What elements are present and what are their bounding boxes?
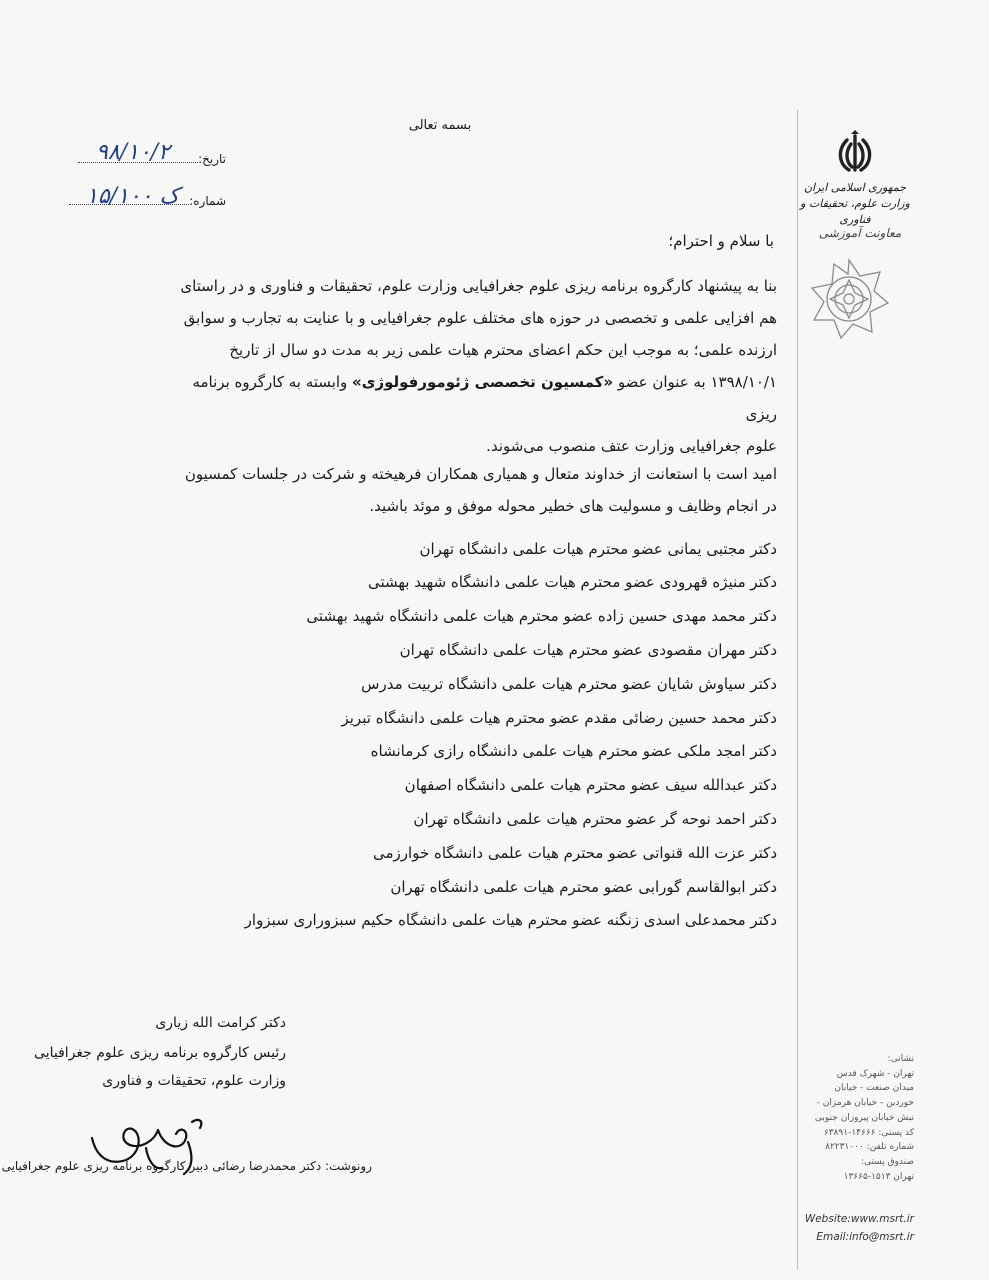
website-link[interactable]: Website:www.msrt.ir [804, 1213, 914, 1225]
address-line: صندوق پستی: [860, 1156, 914, 1167]
member-item: دکتر محمدعلی اسدی زنگنه عضو محترم هیات علمی دانشگاه حکیم سبزوراری سبزوار [244, 911, 777, 929]
member-item: دکتر احمد نوحه گر عضو محترم هیات علمی دانشگاه تهران [413, 810, 777, 828]
member-item: دکتر محمد مهدی حسین زاده عضو محترم هیات علمی دانشگاه شهید بهشتی [306, 607, 777, 625]
cc-line: رونوشت: دکتر محمدرضا رضائی دبیر کارگروه برنامه ریزی علوم جغرافیایی [1, 1159, 372, 1173]
member-item: دکتر عبدالله سیف عضو محترم هیات علمی دانشگاه اصفهان [404, 776, 777, 794]
bismillah: بسمه تعالی [408, 118, 472, 133]
paragraph-1-tail: وابسته به کارگروه برنامه ریزی [192, 373, 777, 423]
paragraph-2 [177, 458, 777, 522]
member-item: دکتر مهران مقصودی عضو محترم هیات علمی دانشگاه تهران [399, 641, 777, 659]
address-line: شماره تلفن: ۸۲۲۳۱۰۰۰ [825, 1142, 914, 1153]
ministry-header [800, 180, 910, 228]
number-label: شماره: [189, 194, 226, 208]
paragraph-1-line [177, 366, 777, 430]
number-value: ۱۵/۱۰۰ ک [86, 184, 180, 209]
paragraph-1-line: ارزنده علمی؛ به موجب این حکم اعضای محترم هیات علمی زیر به مدت دو سال از تاریخ [229, 341, 777, 359]
member-item: دکتر محمد حسین رضائی مقدم عضو محترم هیات علمی دانشگاه تبریز [341, 709, 777, 727]
sidebar-divider [797, 110, 798, 1270]
deputy-title: معاونت آموزشی [818, 226, 902, 240]
member-item: دکتر مجتبی یمانی عضو محترم هیات علمی دانشگاه تهران [419, 540, 777, 558]
address-block [814, 1052, 914, 1184]
iran-emblem-icon [833, 130, 877, 178]
paragraph-1-line: هم افزایی علمی و تخصصی در حوزه های مختلف علوم جغرافیایی و با عنایت به تجارب و سوابق [183, 309, 777, 327]
paragraph-2-line: امید است با استعانت از خداوند متعال و همیاری همکاران فرهیخته و شرکت در جلسات کمسیون [184, 465, 777, 483]
member-item: دکتر امجد ملکی عضو محترم هیات علمی دانشگاه رازی کرمانشاه [370, 742, 777, 760]
signatory-title: رئیس کارگروه برنامه ریزی علوم جغرافیایی [34, 1045, 286, 1061]
address-line: کد پستی: ۱۴۶۶۶-۶۳۸۹۱ [823, 1127, 914, 1138]
commission-name: «کمسیون تخصصی ژئومورفولوژی» [352, 373, 614, 391]
ministry-line2: وزارت علوم، تحقیقات و فناوری [800, 197, 910, 226]
address-line: نبش خیابان پیروزان جنوبی [814, 1112, 914, 1123]
address-line: میدان صنعت - خیابان [834, 1083, 914, 1094]
date-label: تاریخ: [198, 152, 226, 166]
paragraph-2-line: در انجام وظایف و مسولیت های خطیر محوله موفق و موئد باشید. [369, 497, 777, 515]
paragraph-1-line: بنا به پیشنهاد کارگروه برنامه ریزی علوم جغرافیایی وزارت علوم، تحقیقات و فناوری و در راستای [180, 277, 777, 295]
email-link[interactable]: Email:info@msrt.ir [816, 1231, 914, 1243]
member-item: دکتر عزت الله قنواتی عضو محترم هیات علمی دانشگاه خوارزمی [373, 844, 777, 862]
address-line: تهران ۱۵۱۳-۱۳۶۶۵ [843, 1171, 914, 1182]
signatory-name: دکتر کرامت الله زیاری [155, 1015, 286, 1031]
date-start: ۱۳۹۸/۱۰/۱ به عنوان عضو [613, 373, 777, 391]
ministry-line1: جمهوری اسلامی ایران [803, 181, 907, 194]
address-line: خوردین - خیابان هرمزان - [816, 1098, 914, 1109]
greeting: با سلام و احترام؛ [668, 232, 774, 250]
address-line: تهران - شهرک قدس [836, 1068, 914, 1079]
member-item: دکتر ابوالقاسم گورابی عضو محترم هیات علمی دانشگاه تهران [390, 878, 777, 896]
date-value: ۹۸/۱۰/۲ [96, 140, 170, 165]
paragraph-1 [177, 270, 777, 462]
member-item: دکتر سیاوش شایان عضو محترم هیات علمی دانشگاه تربیت مدرس [361, 675, 777, 693]
paragraph-1-line: علوم جغرافیایی وزارت عتف منصوب می‌شوند. [486, 437, 777, 455]
signatory-org: وزارت علوم، تحقیقات و فناوری [102, 1073, 286, 1089]
ornament-rosette-icon [808, 258, 890, 340]
member-item: دکتر منیژه قهرودی عضو محترم هیات علمی دانشگاه شهید بهشتی [367, 573, 777, 591]
address-line: نشانی: [887, 1054, 914, 1064]
